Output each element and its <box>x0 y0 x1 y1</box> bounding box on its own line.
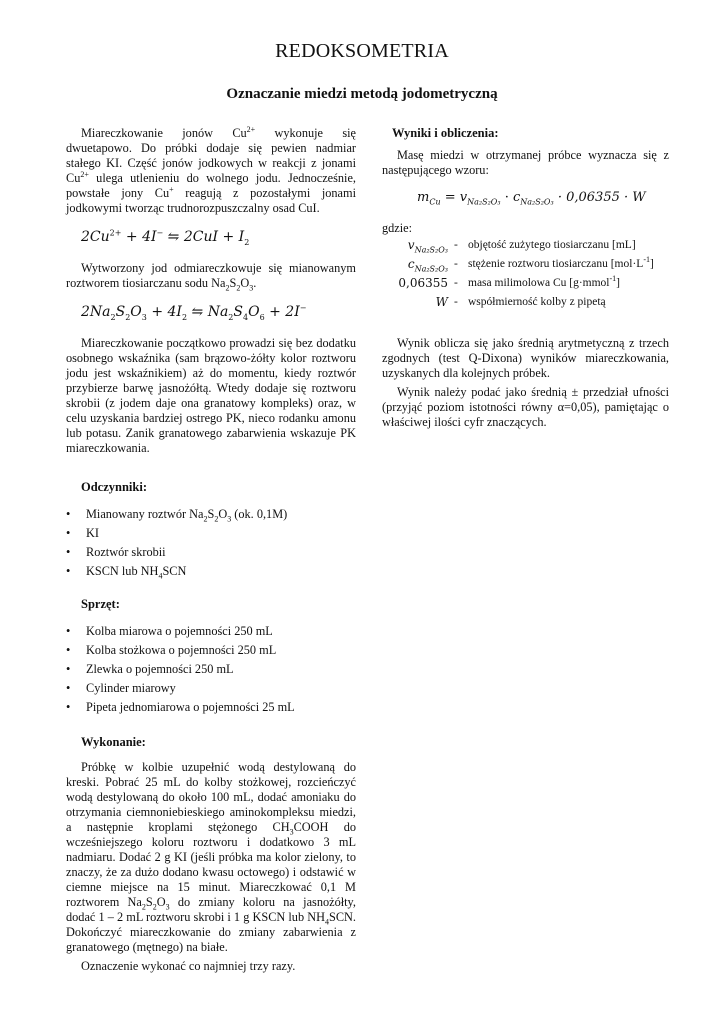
text: wykonuje się dwuetapowo. Do próbki dodaje się pewien nadmiar stałego KI. Część jonów jodkowych w reakcji z jonami Cu <box>66 126 356 185</box>
eq-part: + 4I <box>146 304 182 320</box>
list-item <box>66 524 356 543</box>
text: Na₂S₂O₃ <box>414 264 448 274</box>
legend-row <box>382 236 669 255</box>
eq-part: 3 <box>141 312 147 322</box>
legend-text <box>468 274 620 293</box>
text: Kolba miarowa o pojemności 250 mL <box>86 624 273 638</box>
legend-text: objętość zużytego tiosiarczanu [mL] <box>468 239 636 251</box>
text: v <box>407 238 415 252</box>
eq-part: S <box>233 304 243 320</box>
reagents-heading: Odczynniki: <box>81 480 147 494</box>
copper-mass-formula <box>382 190 669 205</box>
eq-part: 2Cu <box>81 229 110 245</box>
text: do zmiany koloru na jasnożółty, dodać 1 – 2 mL roztworu skrobi i 1 g KSCN lub NH <box>66 895 356 924</box>
eq-part: − <box>299 303 307 313</box>
legend-row <box>382 293 669 312</box>
eq-part: + 2I <box>264 304 300 320</box>
text: ] <box>616 277 621 289</box>
text: 3 <box>289 827 294 837</box>
text: S <box>229 276 237 290</box>
right-column <box>382 126 669 430</box>
text: 2 <box>214 514 219 524</box>
text: 4 <box>325 917 329 927</box>
list-item <box>66 641 356 660</box>
list-item <box>66 698 356 717</box>
list-item <box>66 505 356 524</box>
text: ulega utlenieniu do wolnego jodu. Jednocześnie, powstałe jony Cu <box>66 171 356 200</box>
text: 2 <box>236 283 241 293</box>
eq-part: 2 <box>181 312 188 322</box>
eq-part: Na <box>207 304 229 320</box>
list-item <box>66 660 356 679</box>
text: (ok. 0,1M) <box>231 507 288 521</box>
equipment-list <box>66 622 356 717</box>
text: 2+ <box>80 169 89 179</box>
eq-part: · <box>500 190 513 205</box>
text: O <box>240 276 250 290</box>
text: ] <box>649 258 654 270</box>
bullet-icon: • <box>66 507 71 521</box>
legend-symbol <box>390 255 448 274</box>
text: S <box>145 895 153 909</box>
legend-dash: - <box>454 277 458 289</box>
eq-part: 6 <box>259 312 265 322</box>
bullet-icon: • <box>66 662 71 676</box>
text: Próbkę w kolbie uzupełnić wodą destylowaną do kreski. Pobrać 25 mL do kolby stożkowej, rozcieńczyć wodą destylowaną do około 100 mL, dodać amoniaku do otrzymania ciemnoniebieskiego aminokompleksu miedzi, a następnie kroplami stężonego CH <box>66 760 356 834</box>
thiosulfate-paragraph <box>66 261 356 291</box>
text: reagują z pozostałymi jonami jodkowymi tworząc trudnorozpuszczalny osad CuI. <box>66 186 356 215</box>
text: 3 <box>165 902 170 912</box>
list-item <box>66 562 356 581</box>
titration-description: Miareczkowanie początkowo prowadzi się bez dodatku osobnego wskaźnika (sam brązowo-żółty kolor roztworu jodu jest wskaźnikiem) aż do momentu, kiedy roztwór przybierze barwę jasnożółtą. Wtedy dodaje się roztworu skrobii (z jodem daje ona granatowy kompleks) oraz, w celu uzyskania bardziej ostrego PK, nieco rodanku amonu lub potasu. Zanik granatowego zabarwienia wskazuje PK miareczkowania. <box>66 336 356 455</box>
text: S <box>207 507 215 521</box>
eq-part: = <box>440 190 460 205</box>
legend-dash: - <box>454 258 458 270</box>
bullet-icon: • <box>66 545 71 559</box>
eq-part: 4 <box>242 312 249 322</box>
eq-part: + 4I <box>121 229 157 245</box>
bullet-icon: • <box>66 624 71 638</box>
eq-part: 2Na <box>81 304 111 320</box>
text: Pipeta jednomiarowa o pojemności 25 mL <box>86 700 295 714</box>
text: Kolba stożkowa o pojemności 250 mL <box>86 643 277 657</box>
eq-part: v <box>459 190 468 205</box>
eq-part: c <box>512 190 521 205</box>
text: O <box>218 507 228 521</box>
intro-paragraph <box>66 126 356 216</box>
bullet-icon: • <box>66 526 71 540</box>
bullet-icon: • <box>66 681 71 695</box>
legend-text <box>468 255 654 274</box>
text: masa milimolowa Cu [g·mmol <box>468 277 610 289</box>
eq-part: 2 <box>244 237 250 247</box>
text: KSCN lub NH <box>86 564 159 578</box>
eq-part: 2 <box>110 312 116 322</box>
text: W <box>435 295 448 309</box>
legend-symbol <box>390 274 448 293</box>
equipment-heading: Sprzęt: <box>81 597 120 611</box>
text: c <box>407 257 415 271</box>
equation-copper-iodide <box>66 230 356 245</box>
list-item <box>66 622 356 641</box>
text: 2 <box>203 514 208 524</box>
equilibrium-arrow: ⇋ <box>187 304 208 320</box>
eq-part: O <box>130 304 142 320</box>
eq-part: m <box>417 190 430 205</box>
text: SCN <box>162 564 187 578</box>
text: Cylinder miarowy <box>86 681 176 695</box>
eq-part: 2 <box>125 312 131 322</box>
procedure-heading: Wykonanie: <box>81 735 146 749</box>
text: 0,06355 <box>398 276 448 290</box>
reagents-list <box>66 505 356 581</box>
bullet-icon: • <box>66 564 71 578</box>
list-item <box>66 679 356 698</box>
text: Mianowany roztwór Na <box>86 507 204 521</box>
text: -1 <box>609 274 617 284</box>
list-item <box>66 543 356 562</box>
eq-part: 2+ <box>109 228 122 238</box>
legend-dash: - <box>454 296 458 308</box>
result-paragraph-2: Wynik należy podać jako średnią ± przedział ufności (przyjąć poziom istotności równy α=0,05), pamiętając o właściwej ilości cyfr znaczących. <box>382 385 669 429</box>
result-paragraph-1: Wynik oblicza się jako średnią arytmetyczną z trzech zgodnych (test Q-Dixona) wyników miareczkowania, uzyskanych dla kolejnych próbek. <box>382 336 669 380</box>
legend-symbol <box>390 293 448 312</box>
text: 3 <box>227 514 232 524</box>
procedure-paragraph <box>66 760 356 955</box>
text: 2+ <box>246 124 256 134</box>
text: stężenie roztworu tiosiarczanu [mol·L <box>468 258 644 270</box>
eq-part: Cu <box>429 197 441 207</box>
results-intro: Masę miedzi w otrzymanej próbce wyznacza się z następującego wzoru: <box>382 148 669 177</box>
text: Zlewka o pojemności 250 mL <box>86 662 234 676</box>
text: -1 <box>643 255 650 265</box>
text: Miareczkowanie jonów Cu <box>81 126 247 140</box>
eq-part: 2 <box>228 312 234 322</box>
text: 4 <box>158 571 163 581</box>
document-title: REDOKSOMETRIA <box>275 40 449 62</box>
legend-row <box>382 274 669 293</box>
bullet-icon: • <box>66 700 71 714</box>
text: Na₂S₂O₃ <box>414 245 448 255</box>
legend-dash: - <box>454 239 458 251</box>
text: Wytworzony jod odmiareczkowuje się mianowanym roztworem tiosiarczanu sodu Na <box>66 261 356 290</box>
legend-row <box>382 255 669 274</box>
text: 2 <box>225 283 230 293</box>
eq-part: Na₂S₂O₃ <box>520 197 554 207</box>
text: 2 <box>141 902 146 912</box>
eq-part: 2CuI + I <box>183 229 245 245</box>
text: KI <box>86 526 99 540</box>
text: Roztwór skrobii <box>86 545 166 559</box>
text: . <box>253 276 257 290</box>
equation-thiosulfate-iodine <box>66 305 356 320</box>
eq-part: Na₂S₂O₃ <box>467 197 501 207</box>
eq-part: · 0,06355 · W <box>553 190 646 205</box>
where-label: gdzie: <box>382 221 413 235</box>
bullet-icon: • <box>66 643 71 657</box>
repeat-instruction: Oznaczenie wykonać co najmniej trzy razy. <box>81 959 296 973</box>
symbol-legend <box>382 236 669 312</box>
legend-text: współmierność kolby z pipetą <box>468 296 606 308</box>
results-heading: Wyniki i obliczenia: <box>392 126 499 140</box>
text: 2 <box>152 902 157 912</box>
legend-symbol <box>390 236 448 255</box>
eq-part: O <box>248 304 260 320</box>
text: 3 <box>249 283 254 293</box>
text: COOH do wcześniejszego koloru roztworu i dodatkowo 3 mL nadmiaru. Dodać 2 g KI (jeśli próbka ma kolor zielony, to znaczy, że za dużo dodano kwasu octowego) i odstawić w ciemne miejsce na 15 minut. Miareczkować 0,1 M roztworem Na <box>66 820 356 909</box>
text: + <box>169 184 174 194</box>
eq-part: S <box>115 304 126 320</box>
document-subtitle: Oznaczanie miedzi metodą jodometryczną <box>226 86 498 102</box>
equilibrium-arrow: ⇋ <box>163 229 184 245</box>
text: SCN. Dokończyć miareczkowanie do zmiany zabarwienia z granatowego (mętnego) na białe. <box>66 910 356 954</box>
left-column <box>66 126 356 974</box>
eq-part: − <box>156 228 164 238</box>
text: O <box>156 895 166 909</box>
